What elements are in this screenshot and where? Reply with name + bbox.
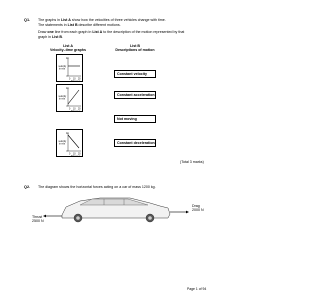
svg-text:10: 10 bbox=[66, 58, 69, 60]
svg-text:in m/s: in m/s bbox=[59, 68, 66, 71]
list-b-title: List B bbox=[130, 44, 140, 48]
svg-text:10: 10 bbox=[73, 78, 76, 81]
svg-text:20: 20 bbox=[78, 78, 81, 81]
q1-line3-bold: one bbox=[47, 30, 54, 34]
description-constant-velocity[interactable]: Constant velocity bbox=[114, 70, 156, 78]
q1-line3-text-mid: line from each graph in bbox=[53, 30, 93, 34]
list-a-title: List A bbox=[63, 44, 73, 48]
page-number: Page 1 of 94 bbox=[187, 287, 207, 291]
q1-line4-text: graph in bbox=[38, 34, 52, 39]
q1-line1-bold: List A bbox=[60, 18, 71, 22]
q1-line3-bold-2: List A bbox=[92, 30, 103, 34]
svg-text:10: 10 bbox=[73, 108, 76, 111]
svg-text:10: 10 bbox=[73, 153, 76, 156]
svg-text:0: 0 bbox=[69, 108, 71, 111]
list-a-subtitle: Velocity–time graphs bbox=[50, 48, 86, 53]
svg-text:0: 0 bbox=[66, 106, 68, 108]
q1-line1-text: The graphs in bbox=[38, 18, 61, 22]
description-constant-deceleration[interactable]: Constant deceleration bbox=[114, 139, 156, 147]
svg-text:20: 20 bbox=[78, 108, 81, 111]
svg-text:velocity: velocity bbox=[58, 96, 67, 98]
svg-text:0: 0 bbox=[66, 76, 68, 78]
question-1-marks: (Total 3 marks) bbox=[180, 160, 204, 164]
q1-line2-text: The statements in bbox=[38, 22, 68, 27]
svg-text:0: 0 bbox=[66, 151, 68, 153]
svg-text:0: 0 bbox=[69, 78, 71, 81]
svg-text:Time in s: Time in s bbox=[71, 155, 81, 158]
q1-line4-bold: List B bbox=[52, 34, 62, 39]
q1-line3-text-end: to the description of the motion represented by that bbox=[102, 30, 185, 34]
svg-text:Time in s: Time in s bbox=[71, 110, 81, 113]
list-b-subtitle: Descriptions of motion bbox=[115, 48, 155, 53]
thrust-label-group bbox=[32, 215, 44, 223]
svg-text:Time in s: Time in s bbox=[71, 80, 81, 83]
svg-text:0: 0 bbox=[69, 153, 71, 156]
svg-text:10: 10 bbox=[66, 88, 69, 90]
svg-text:velocity: velocity bbox=[58, 141, 67, 143]
thrust-label: Thrust bbox=[32, 215, 43, 219]
description-not-moving[interactable]: Not moving bbox=[114, 115, 156, 123]
question-1-number: Q1. bbox=[24, 18, 31, 22]
svg-text:velocity: velocity bbox=[58, 66, 67, 68]
drag-label: Drag bbox=[192, 204, 200, 208]
q1-line2-bold: List B bbox=[67, 22, 78, 27]
q1-line2-text-end: describe different motions. bbox=[77, 22, 121, 27]
thrust-value: 2500 N bbox=[32, 219, 44, 223]
svg-text:in m/s: in m/s bbox=[59, 143, 66, 146]
question-2-text: The diagram shows the horizontal forces acting on a car of mass 1200 kg. bbox=[38, 185, 156, 189]
question-2-number: Q2. bbox=[24, 185, 31, 189]
q1-line4-text-end: . bbox=[61, 34, 63, 39]
drag-label-group bbox=[192, 204, 204, 212]
svg-text:10: 10 bbox=[66, 133, 69, 135]
description-constant-acceleration[interactable]: Constant acceleration bbox=[114, 91, 156, 99]
drag-value: 2000 N bbox=[192, 208, 204, 212]
q1-line3-text: Draw bbox=[38, 30, 48, 34]
svg-text:20: 20 bbox=[78, 153, 81, 156]
svg-text:in m/s: in m/s bbox=[59, 98, 66, 101]
q1-line1-text-end: show how the velocities of three vehicles change with time. bbox=[70, 18, 166, 22]
